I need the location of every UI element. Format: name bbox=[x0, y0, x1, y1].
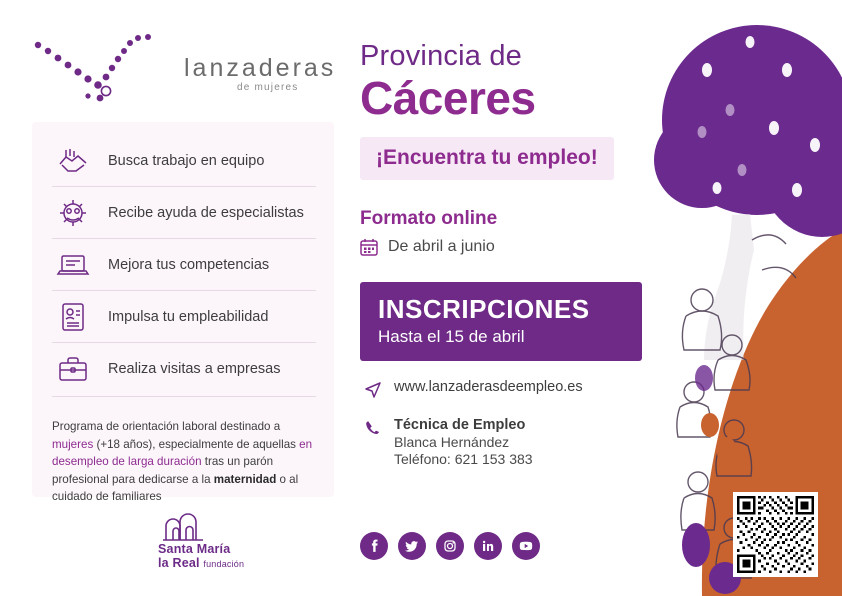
program-description bbox=[52, 418, 320, 506]
briefcase-icon bbox=[50, 347, 96, 391]
calendar-icon bbox=[360, 238, 378, 256]
divider bbox=[52, 342, 316, 343]
facebook-icon[interactable] bbox=[360, 532, 388, 560]
tagline-text: ¡Encuentra tu empleo! bbox=[376, 146, 598, 169]
program-text-p3: tras un parón profesional para dedicarse a la bbox=[52, 455, 274, 486]
dots-swoosh-logo-icon bbox=[32, 32, 167, 102]
foundation-name-line2: la Real bbox=[158, 556, 200, 570]
website-body bbox=[394, 379, 583, 395]
inscriptions-title: INSCRIPCIONES bbox=[378, 294, 590, 324]
laptop-icon bbox=[50, 243, 96, 287]
feature-label: Busca trabajo en equipo bbox=[108, 153, 265, 169]
linkedin-icon[interactable] bbox=[474, 532, 502, 560]
program-text-highlight-women: mujeres bbox=[52, 437, 94, 451]
lanzaderas-logo bbox=[32, 26, 337, 106]
feature-label: Mejora tus competencias bbox=[108, 257, 270, 273]
left-column bbox=[32, 26, 337, 106]
divider bbox=[52, 290, 316, 291]
program-text-p4: o al cuidado de familiares bbox=[52, 472, 299, 503]
format-dates: De abril a junio bbox=[388, 238, 495, 255]
city-title: Cáceres bbox=[360, 72, 536, 124]
divider bbox=[52, 186, 316, 187]
contact-role: Técnica de Empleo bbox=[394, 417, 526, 433]
feature-item-skills bbox=[50, 240, 320, 290]
province-label: Provincia de bbox=[360, 40, 522, 72]
foundation-name-suffix: fundación bbox=[203, 559, 245, 569]
feature-label: Recibe ayuda de especialistas bbox=[108, 205, 304, 221]
program-text-highlight-longterm: en desempleo de larga duración bbox=[52, 437, 313, 468]
foundation-name bbox=[158, 542, 244, 571]
twitter-icon[interactable] bbox=[398, 532, 426, 560]
gear-people-icon bbox=[50, 191, 96, 235]
contact-name: Blanca Hernández bbox=[394, 434, 510, 450]
qr-code-image bbox=[737, 496, 814, 573]
divider bbox=[52, 238, 316, 239]
feature-item-employability bbox=[50, 292, 320, 342]
youtube-icon[interactable] bbox=[512, 532, 540, 560]
feature-label: Realiza visitas a empresas bbox=[108, 361, 281, 377]
social-links bbox=[360, 532, 540, 560]
tagline-box bbox=[360, 137, 614, 180]
contact-body bbox=[394, 417, 533, 467]
feature-item-specialists bbox=[50, 188, 320, 238]
features-card bbox=[32, 122, 334, 503]
divider bbox=[52, 396, 316, 397]
feature-label: Impulsa tu empleabilidad bbox=[108, 309, 269, 325]
foundation-name-line1: Santa María bbox=[158, 542, 231, 556]
handshake-icon bbox=[50, 139, 96, 183]
contact-phone: Teléfono: 621 153 383 bbox=[394, 451, 533, 467]
instagram-icon[interactable] bbox=[436, 532, 464, 560]
paper-plane-icon bbox=[360, 379, 386, 399]
format-title: Formato online bbox=[360, 208, 498, 229]
program-text-bold-maternity: maternidad bbox=[213, 472, 277, 486]
website-url[interactable]: www.lanzaderasdeempleo.es bbox=[394, 379, 583, 395]
program-text-p2: (+18 años), especialmente de aquellas bbox=[93, 437, 300, 451]
logo-wordmark: lanzaderas bbox=[184, 54, 337, 82]
logo-subtitle: de mujeres bbox=[237, 82, 299, 93]
document-person-icon bbox=[50, 295, 96, 339]
inscriptions-deadline: Hasta el 15 de abril bbox=[378, 327, 525, 346]
program-text-p1: Programa de orientación laboral destinado a bbox=[52, 420, 281, 433]
phone-icon bbox=[360, 417, 386, 437]
qr-code[interactable] bbox=[733, 492, 818, 577]
feature-item-teamwork bbox=[50, 136, 320, 186]
feature-item-company-visits bbox=[50, 344, 320, 394]
arches-mark-icon bbox=[160, 512, 206, 542]
